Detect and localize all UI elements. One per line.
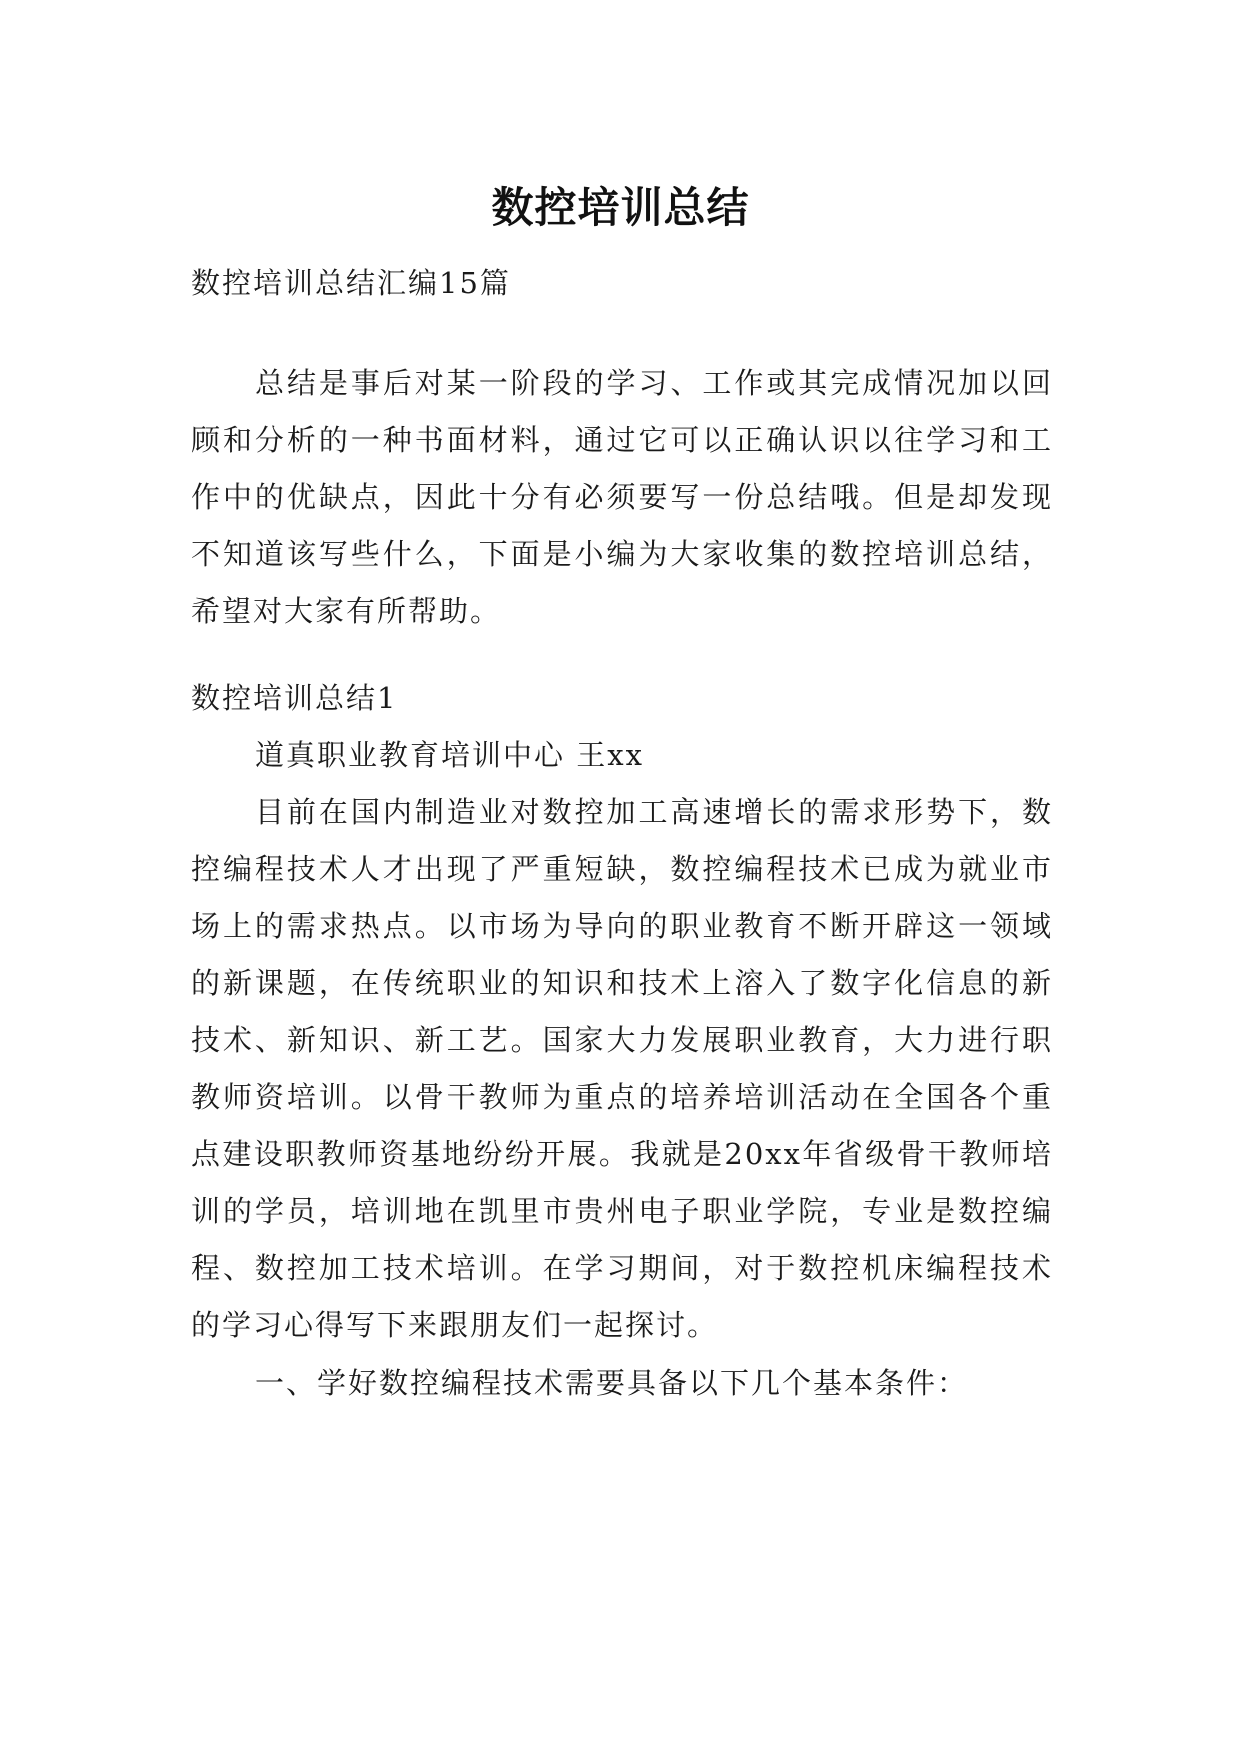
section-heading: 数控培训总结1: [191, 681, 398, 715]
body-paragraph: 目前在国内制造业对数控加工高速增长的需求形势下，数控编程技术人才出现了严重短缺，数控编程技术已成为就业市场上的需求热点。以市场为导向的职业教育不断开辟这一领域的新课题，在传统职业的知识和技术上溶入了数字化信息的新技术、新知识、新工艺。国家大力发展职业教育，大力进行职教师资培训。以骨干教师为重点的培养培训活动在全国各个重点建设职教师资基地纷纷开展。我就是20xx年省级骨干教师培训的学员，培训地在凯里市贵州电子职业学院，专业是数控编程、数控加工技术培训。在学习期间，对于数控机床编程技术的学习心得写下来跟朋友们一起探讨。: [191, 795, 1053, 1342]
author-line: 道真职业教育培训中心 王xx: [255, 738, 644, 772]
intro-paragraph: 总结是事后对某一阶段的学习、工作或其完成情况加以回顾和分析的一种书面材料，通过它可以正确认识以往学习和工作中的优缺点，因此十分有必须要写一份总结哦。但是却发现不知道该写些什么，下面是小编为大家收集的数控培训总结，希望对大家有所帮助。: [191, 366, 1053, 628]
document-subtitle: 数控培训总结汇编15篇: [191, 266, 511, 300]
list-heading: 一、学好数控编程技术需要具备以下几个基本条件：: [255, 1366, 969, 1400]
document-title: 数控培训总结: [491, 183, 750, 233]
